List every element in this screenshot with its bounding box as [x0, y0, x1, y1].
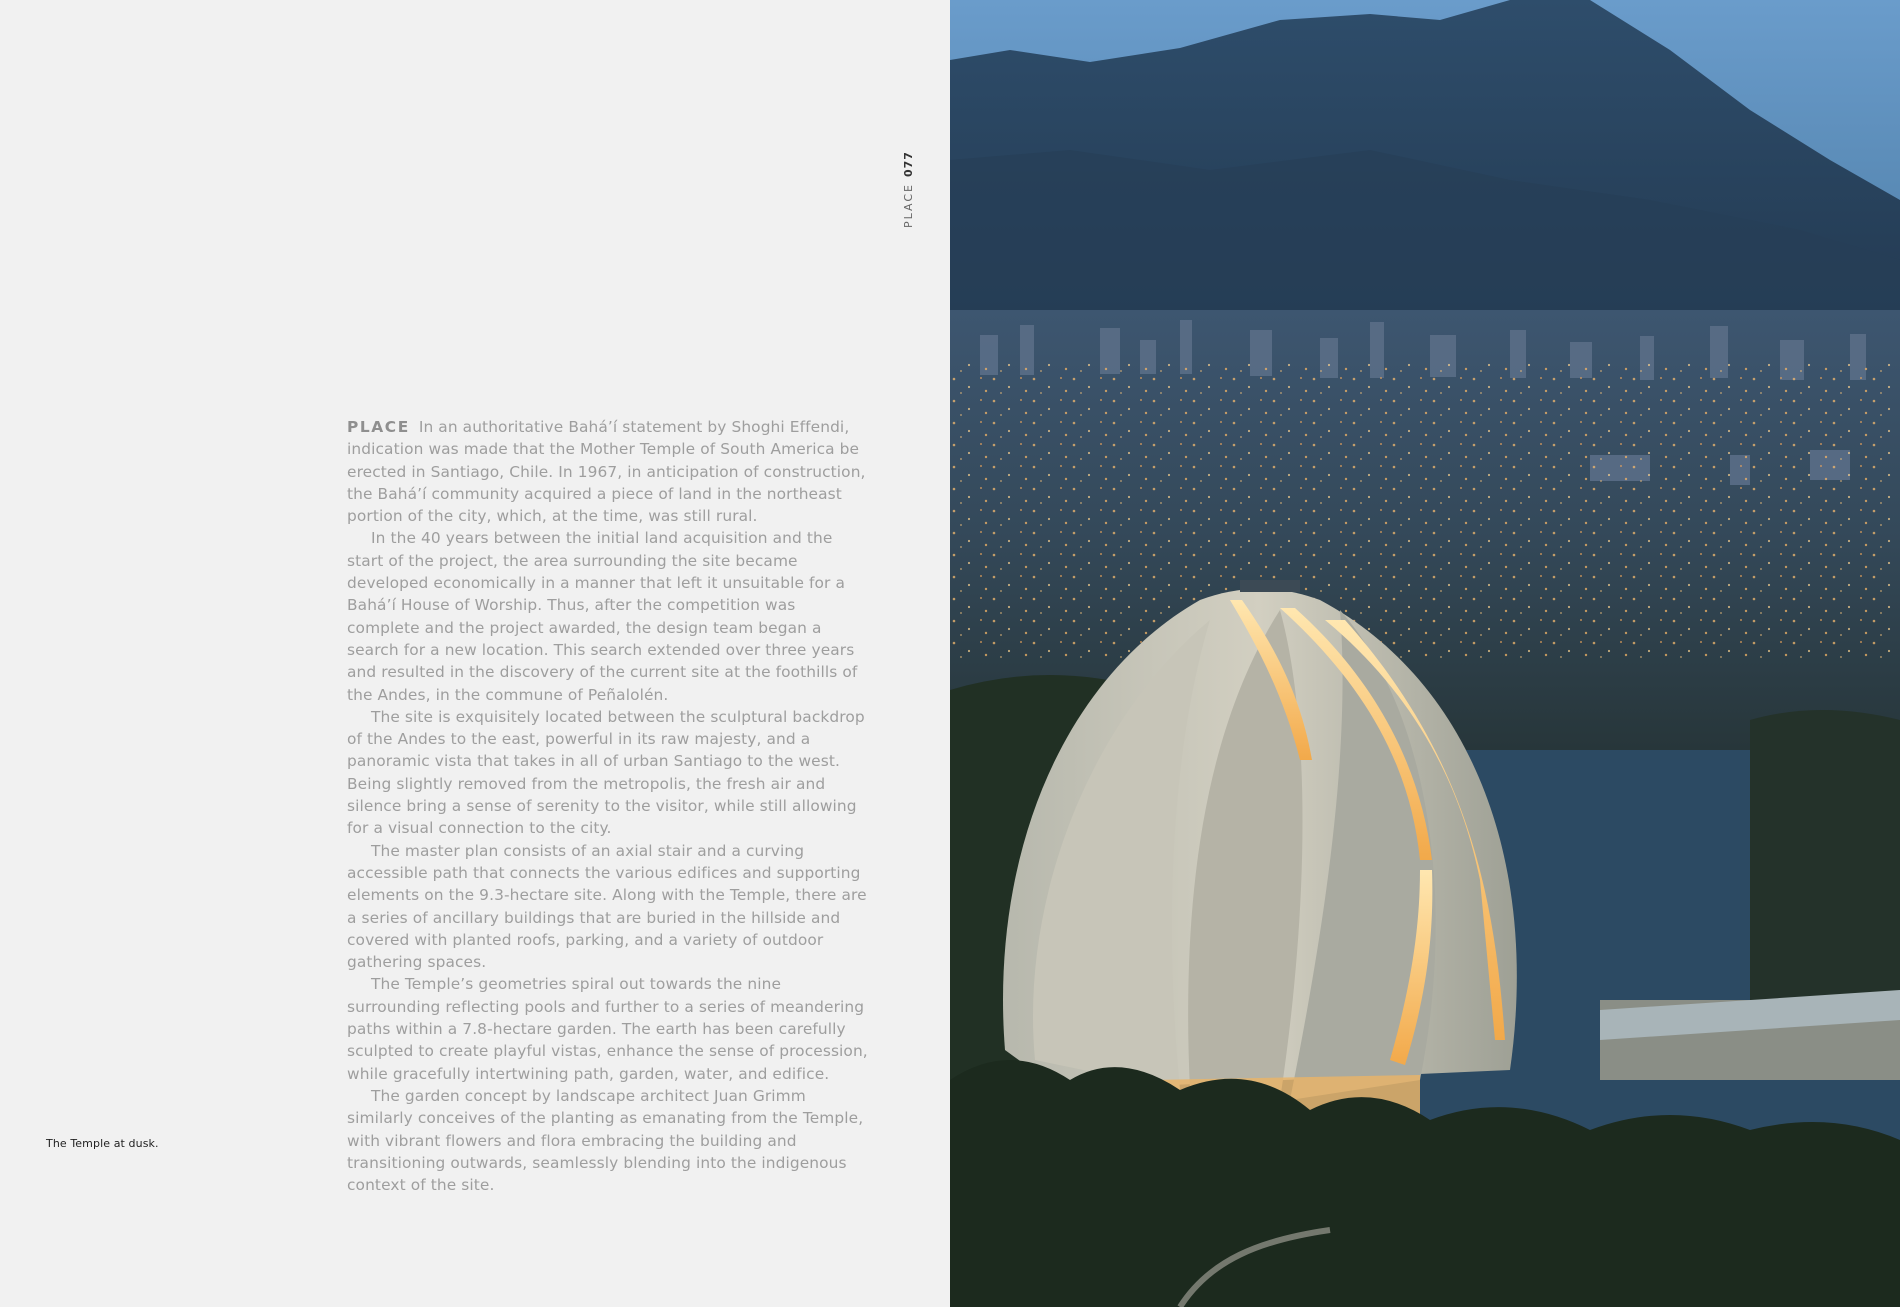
paragraph-3: The site is exquisitely located between the sculptural backdrop of the Andes to the east, powerful in its raw majesty, and a panoramic vista that takes in all of urban Santiago to the west. Being slightly removed from the metropolis, the fresh air and silence bring a sense of serenity to the visitor, while still allowing for a visual connection to the city. — [347, 707, 865, 838]
paragraph-1-text: In an authoritative Bahá’í statement by Shoghi Effendi, indication was made that the Mother Temple of South America be erected in Santiago, Chile. In 1967, in anticipation of construction, the Bahá’í community acquired a piece of land in the northeast portion of the city, which, at the time, was still rural. — [347, 418, 866, 526]
lead-word: PLACE — [347, 418, 410, 436]
paragraph-6: The garden concept by landscape architect Juan Grimm similarly conceives of the planting as emanating from the Temple, with vibrant flowers and flora embracing the building and transitioning outwards, seamlessly blending into the indigenous context of the site. — [347, 1086, 864, 1195]
running-head-section: PLACE — [902, 183, 915, 228]
running-head — [900, 151, 918, 228]
city-lights — [950, 360, 1900, 660]
temple-oculus — [1240, 580, 1300, 592]
right-trees — [1750, 710, 1900, 1000]
paragraph-1 — [347, 416, 872, 527]
paragraph-2: In the 40 years between the initial land acquisition and the start of the project, the area surrounding the site became developed economically in a manner that left it unsuitable for a Bahá’í House of Worship. Thus, after the competition was complete and the project awarded, the design team began a search for a new location. This search extended over three years and resulted in the discovery of the current site at the foothills of the Andes, in the commune of Peñalolén. — [347, 529, 858, 704]
paragraph-4: The master plan consists of an axial stair and a curving accessible path that connects the various edifices and supporting elements on the 9.3-hectare site. Along with the Temple, there are a series of ancillary buildings that are buried in the hillside and covered with planted roofs, parking, and a variety of outdoor gathering spaces. — [347, 841, 867, 972]
temple-photo — [950, 0, 1900, 1307]
foreground-trees — [950, 1060, 1900, 1307]
photo-caption: The Temple at dusk. — [46, 1137, 159, 1150]
temple-illustration — [950, 0, 1900, 1307]
paragraph-5: The Temple’s geometries spiral out towards the nine surrounding reflecting pools and further to a series of meandering paths within a 7.8-hectare garden. The earth has been carefully sculpted to create playful vistas, enhance the sense of procession, while gracefully intertwining path, garden, water, and edifice. — [347, 975, 868, 1083]
page-number: 077 — [902, 151, 915, 178]
article-body — [347, 416, 872, 1196]
